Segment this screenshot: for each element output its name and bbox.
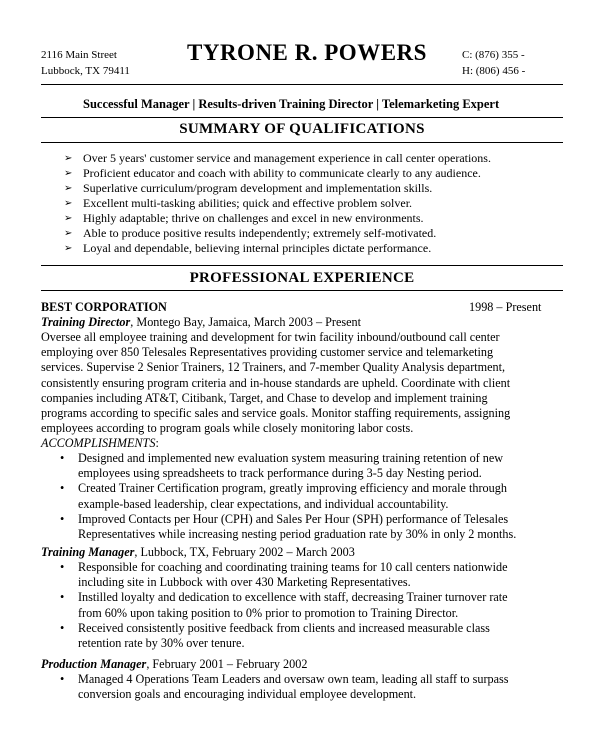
list-item: • Managed 4 Operations Team Leaders and oversaw own team, leading all staff to surpass conversion goals and encouraging individual employee development.	[60, 672, 509, 702]
list-item: • Received consistently positive feedback from clients and increased measurable class retention rate by 30% over tenure.	[60, 620, 490, 651]
address-line-1: 2116 Main Street	[41, 49, 117, 61]
list-item: • Instilled loyalty and dedication to excellence with staff, decreasing Trainer turnover rate from 60% upon taking position to 0% prior to promotion to Training Director.	[60, 590, 508, 620]
header-divider	[41, 84, 563, 85]
list-item: ➢ Excellent multi-tasking abilities; quick and effective problem solver.	[64, 196, 413, 210]
training-manager-list	[60, 560, 508, 651]
experience-top-rule	[41, 265, 563, 266]
bullet-icon: •	[60, 560, 65, 574]
description-line: services. Supervise 2 Senior Trainers, 12 Trainers, and 7-member Quality Analysis department,	[41, 360, 506, 375]
summary-bottom-rule	[41, 142, 563, 143]
list-item: ➢ Proficient educator and coach with ability to communicate clearly to any audience.	[64, 166, 481, 180]
tagline: Successful Manager | Results-driven Training Director | Telemarketing Expert	[83, 97, 500, 111]
list-item: ➢ Loyal and dependable, believing internal principles dictate performance.	[64, 241, 432, 255]
list-item: • Created Trainer Certification program, greatly improving efficiency and morale through example-based leadership, clear expectations, and individual accountability.	[60, 481, 507, 511]
summary-list	[64, 151, 491, 256]
arrow-bullet-icon: ➢	[64, 198, 73, 209]
arrow-bullet-icon: ➢	[64, 168, 73, 179]
experience-heading: PROFESSIONAL EXPERIENCE	[189, 270, 415, 286]
home-phone: H: (806) 456 -	[462, 65, 526, 77]
address-line-2: Lubbock, TX 79411	[41, 65, 130, 77]
company-name: BEST CORPORATION	[41, 300, 167, 314]
role-title: Training Director	[41, 315, 131, 329]
description-line: consistently ensuring program criteria and in-house standards are upheld. Coordinate with client	[41, 375, 511, 390]
bullet-icon: •	[60, 672, 65, 686]
candidate-name: TYRONE R. POWERS	[187, 40, 427, 65]
arrow-bullet-icon: ➢	[64, 183, 73, 194]
summary-top-rule	[41, 117, 563, 118]
description-line: companies including AT&T, Citibank, Target, and Chase to develop and implement training	[41, 390, 488, 405]
bullet-icon: •	[60, 590, 65, 605]
role-heading-training-director	[41, 315, 361, 330]
list-item: ➢ Highly adaptable; thrive on challenges and excel in new environments.	[64, 211, 424, 225]
role-description	[41, 330, 510, 436]
description-line: employees according to program goals while closely monitoring labor costs.	[41, 421, 414, 436]
role-heading-production-manager	[41, 657, 307, 672]
accomplishments-label: ACCOMPLISHMENTS:	[41, 436, 159, 450]
list-item: ➢ Superlative curriculum/program development and implementation skills.	[64, 181, 433, 195]
list-item: • Improved Contacts per Hour (CPH) and Sales Per Hour (SPH) performance of Telesales Representatives while increasing nesting period graduation rate by 30% in only 2 months.	[60, 511, 517, 542]
list-item: • Designed and implemented new evaluation system measuring training retention of new employees using spreadsheets to track performance during 3-5 day Nesting period.	[60, 451, 504, 481]
summary-heading: SUMMARY OF QUALIFICATIONS	[179, 121, 425, 137]
company-dates: 1998 – Present	[469, 300, 542, 314]
bullet-icon: •	[60, 451, 65, 465]
role-details: , Montego Bay, Jamaica, March 2003 – Present	[130, 315, 361, 329]
production-manager-list	[60, 672, 509, 702]
cell-phone: C: (876) 355 -	[462, 49, 525, 61]
role-title: Training Manager	[41, 545, 135, 559]
bullet-icon: •	[60, 481, 65, 496]
experience-bottom-rule	[41, 290, 563, 291]
arrow-bullet-icon: ➢	[64, 153, 73, 164]
list-item: ➢ Over 5 years' customer service and management experience in call center operations.	[64, 151, 491, 165]
description-line: programs according to specific sales and service goals. Monitor staffing requirements, assigning	[41, 406, 511, 421]
role-title: Production Manager	[41, 657, 147, 671]
description-line: Oversee all employee training and development for twin facility inbound/outbound call center	[41, 330, 500, 344]
arrow-bullet-icon: ➢	[64, 243, 73, 254]
arrow-bullet-icon: ➢	[64, 213, 73, 224]
role-details: , Lubbock, TX, February 2002 – March 2003	[134, 545, 355, 559]
role-details: , February 2001 – February 2002	[146, 657, 308, 671]
list-item: • Responsible for coaching and coordinating training teams for 10 call centers nationwide including site in Lubbock with over 430 Marketing Representatives.	[60, 560, 508, 590]
accomplishments-list	[60, 451, 517, 542]
arrow-bullet-icon: ➢	[64, 228, 73, 239]
bullet-icon: •	[60, 620, 65, 635]
role-heading-training-manager	[41, 545, 355, 560]
list-item: ➢ Able to produce positive results independently; extremely self-motivated.	[64, 226, 437, 240]
bullet-icon: •	[60, 511, 65, 526]
description-line: employing over 850 Telesales Representatives providing customer service and telemarketing	[41, 345, 494, 360]
